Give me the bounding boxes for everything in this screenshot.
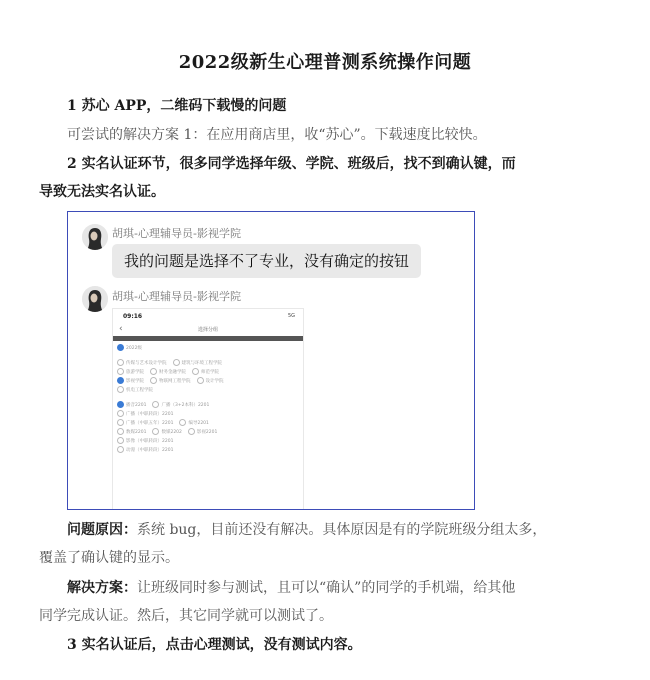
cause-label: 问题原因： <box>67 522 137 538</box>
radio-icon[interactable] <box>173 359 180 366</box>
radio-icon[interactable] <box>152 428 159 435</box>
page-title: 2022级新生心理普测系统操作问题 <box>178 52 472 73</box>
phone-screenshot <box>112 308 304 510</box>
radio-icon[interactable] <box>117 359 124 366</box>
phone-status-icons: 5G <box>287 313 295 319</box>
radio-icon[interactable] <box>117 410 124 417</box>
q2-heading-line1: 2 实名认证环节，很多同学选择年级、学院、班级后，找不到确认键，而 <box>67 156 516 172</box>
option-label: 物联网工程学院 <box>159 378 191 384</box>
radio-icon[interactable] <box>152 401 159 408</box>
avatar <box>82 224 108 250</box>
option-label: 数媒2201 <box>126 429 147 435</box>
avatar-photo-icon <box>82 224 108 250</box>
chat-screenshot <box>67 211 475 510</box>
q3-heading: 3 实名认证后，点击心理测试，没有测试内容。 <box>67 637 362 653</box>
option-label: 广播（中职转段）2201 <box>126 411 174 417</box>
radio-icon[interactable] <box>117 386 124 393</box>
q2-cause-line1 <box>67 520 546 540</box>
q1-solution: 可尝试的解决方案 1：在应用商店里，收“苏心”。下载速度比较快。 <box>67 127 487 143</box>
option-label: 旅游学院 <box>126 369 144 375</box>
q1-heading: 1 苏心 APP，二维码下载慢的问题 <box>67 98 287 114</box>
option-label: 影视2201 <box>196 429 218 435</box>
radio-icon[interactable] <box>117 401 124 408</box>
cause-text: 系统 bug，目前还没有解决。具体原因是有的学院班级分组太多， <box>137 522 547 538</box>
option-row <box>117 428 217 435</box>
option-row <box>117 410 173 417</box>
radio-icon[interactable] <box>197 377 204 384</box>
option-row <box>117 368 219 375</box>
solution-label: 解决方案： <box>67 580 137 596</box>
phone-time: 09:16 <box>123 313 143 320</box>
radio-icon[interactable] <box>188 428 195 435</box>
option-label: 数媒2202 <box>161 429 182 435</box>
radio-icon[interactable] <box>117 437 124 444</box>
radio-icon[interactable] <box>117 428 124 435</box>
year-option <box>117 344 142 351</box>
avatar <box>82 286 108 312</box>
option-row <box>117 377 224 384</box>
year-label: 2022级 <box>126 345 142 351</box>
option-row <box>117 401 209 408</box>
option-label: 财务金融学院 <box>159 369 186 375</box>
sender-name: 胡琪-心理辅导员-影视学院 <box>112 227 241 240</box>
option-row <box>117 419 209 426</box>
radio-icon[interactable] <box>117 419 124 426</box>
radio-icon[interactable] <box>117 446 124 453</box>
option-row <box>117 359 222 366</box>
option-label: 播音2201 <box>126 402 147 408</box>
radio-icon[interactable] <box>117 368 124 375</box>
radio-icon[interactable] <box>117 377 124 384</box>
solution-text: 让班级同时参与测试，且可以“确认”的同学的手机端，给其他 <box>137 580 516 596</box>
phone-header-bar <box>113 336 303 341</box>
q2-heading-line2: 导致无法实名认证。 <box>39 184 165 200</box>
phone-title: 选择分组 <box>197 327 218 333</box>
chat-message: 我的问题是选择不了专业，没有确定的按钮 <box>112 244 421 278</box>
chevron-left-icon: ‹ <box>119 324 123 334</box>
radio-icon[interactable] <box>150 368 157 375</box>
option-label: 设计学院 <box>205 378 224 384</box>
option-row <box>117 446 173 453</box>
q2-solution-line1 <box>67 578 515 598</box>
avatar-photo-icon <box>82 286 108 312</box>
option-label: 动漫（中职转段）2201 <box>126 447 174 453</box>
radio-icon[interactable] <box>179 419 186 426</box>
option-label: 影像（中职转段）2201 <box>126 438 174 444</box>
q2-cause-line2: 覆盖了确认键的显示。 <box>39 550 179 566</box>
option-label: 师范学院 <box>201 369 219 375</box>
option-label: 影视学院 <box>126 378 144 384</box>
option-label: 传媒与艺术设计学院 <box>126 360 167 366</box>
q2-solution-line2: 同学完成认证。然后，其它同学就可以测试了。 <box>39 608 333 624</box>
radio-selected-icon <box>117 344 124 351</box>
radio-icon[interactable] <box>150 377 157 384</box>
option-row <box>117 386 153 393</box>
option-label: 机电工程学院 <box>126 387 153 393</box>
sender-name: 胡琪-心理辅导员-影视学院 <box>112 290 241 303</box>
option-label: 建筑与环境工程学院 <box>181 360 222 366</box>
option-label: 广播（中职五年）2201 <box>126 420 174 426</box>
radio-icon[interactable] <box>192 368 199 375</box>
option-label: 广播（3+2本科）2201 <box>161 402 210 408</box>
option-row <box>117 437 173 444</box>
option-label: 编导2201 <box>188 420 209 426</box>
